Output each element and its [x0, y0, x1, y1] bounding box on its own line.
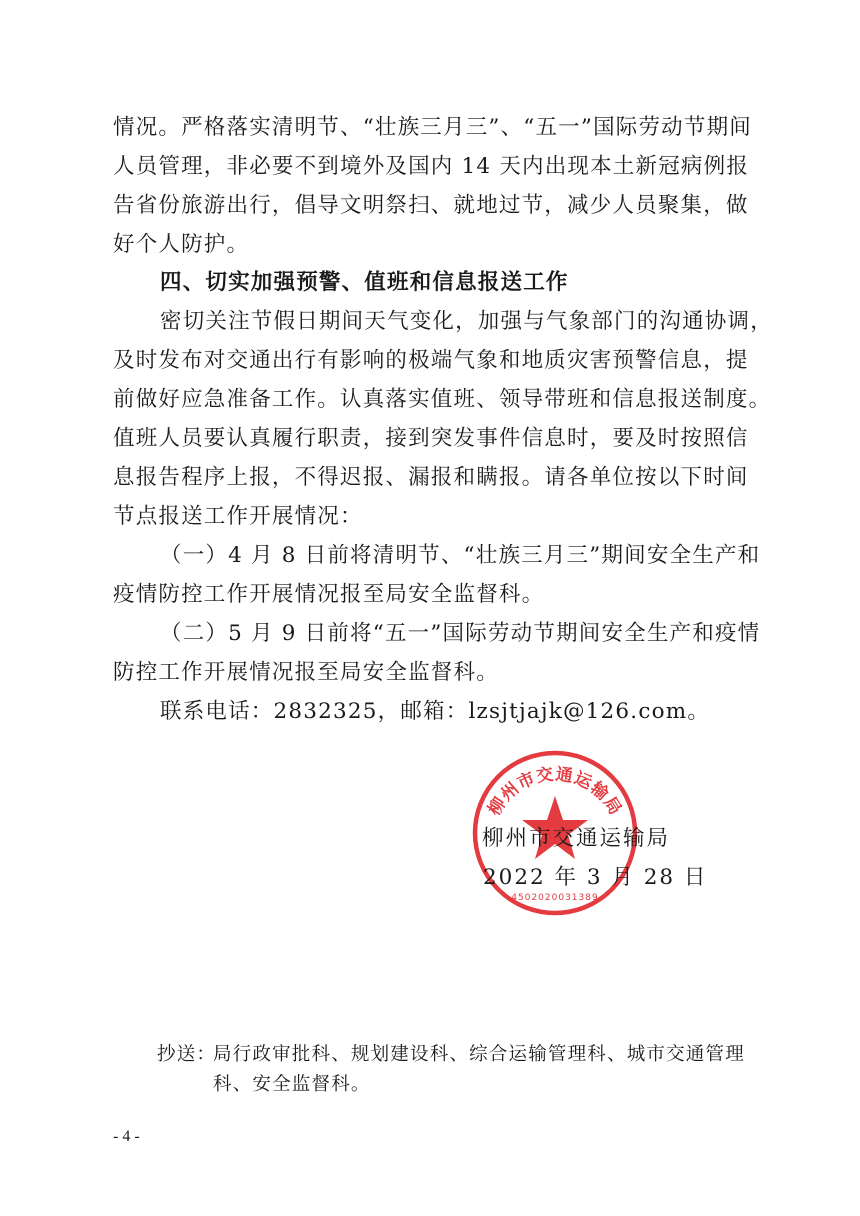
paragraph-line: 告省份旅游出行，倡导文明祭扫、就地过节，减少人员聚集，做 [113, 193, 749, 218]
paragraph-line: 及时发布对交通出行有影响的极端气象和地质灾害预警信息，提 [113, 348, 749, 373]
cc-label: 抄送： [157, 1044, 217, 1065]
paragraph-line: 好个人防护。 [113, 232, 250, 257]
seal-number: 4502020031389 [511, 893, 599, 903]
contact-line: 联系电话：2832325，邮箱：lzsjtjajk@126.com。 [160, 699, 711, 724]
page-number: - 4 - [113, 1128, 140, 1145]
list-item-line: （一）4 月 8 日前将清明节、“壮族三月三”期间安全生产和 [160, 543, 761, 568]
list-item-line: 防控工作开展情况报至局安全监督科。 [113, 660, 499, 685]
paragraph-line: 值班人员要认真履行职责，接到突发事件信息时，要及时按照信 [113, 426, 749, 451]
section-heading: 四、切实加强预警、值班和信息报送工作 [160, 270, 569, 295]
paragraph-line: 息报告程序上报，不得迟报、漏报和瞒报。请各单位按以下时间 [113, 465, 749, 490]
signature-date: 2022 年 3 月 28 日 [483, 865, 708, 890]
cc-recipients-line: 局行政审批科、规划建设科、综合运输管理科、城市交通管理 [213, 1044, 745, 1065]
paragraph-line: 情况。严格落实清明节、“壮族三月三”、“五一”国际劳动节期间 [113, 115, 752, 140]
list-item-line: （二）5 月 9 日前将“五一”国际劳动节期间安全生产和疫情 [160, 621, 761, 646]
signature-org: 柳州市交通运输局 [482, 826, 671, 851]
cc-recipients-line: 科、安全监督科。 [213, 1074, 371, 1095]
paragraph-line: 人员管理，非必要不到境外及国内 14 天内出现本土新冠病例报 [113, 154, 750, 179]
seal-top-text: 柳州市交通运输局 [484, 764, 626, 820]
list-item-line: 疫情防控工作开展情况报至局安全监督科。 [113, 582, 545, 607]
paragraph-line: 节点报送工作开展情况： [113, 504, 363, 529]
paragraph-line: 密切关注节假日期间天气变化，加强与气象部门的沟通协调， [160, 309, 773, 334]
paragraph-line: 前做好应急准备工作。认真落实值班、领导带班和信息报送制度。 [113, 387, 772, 412]
